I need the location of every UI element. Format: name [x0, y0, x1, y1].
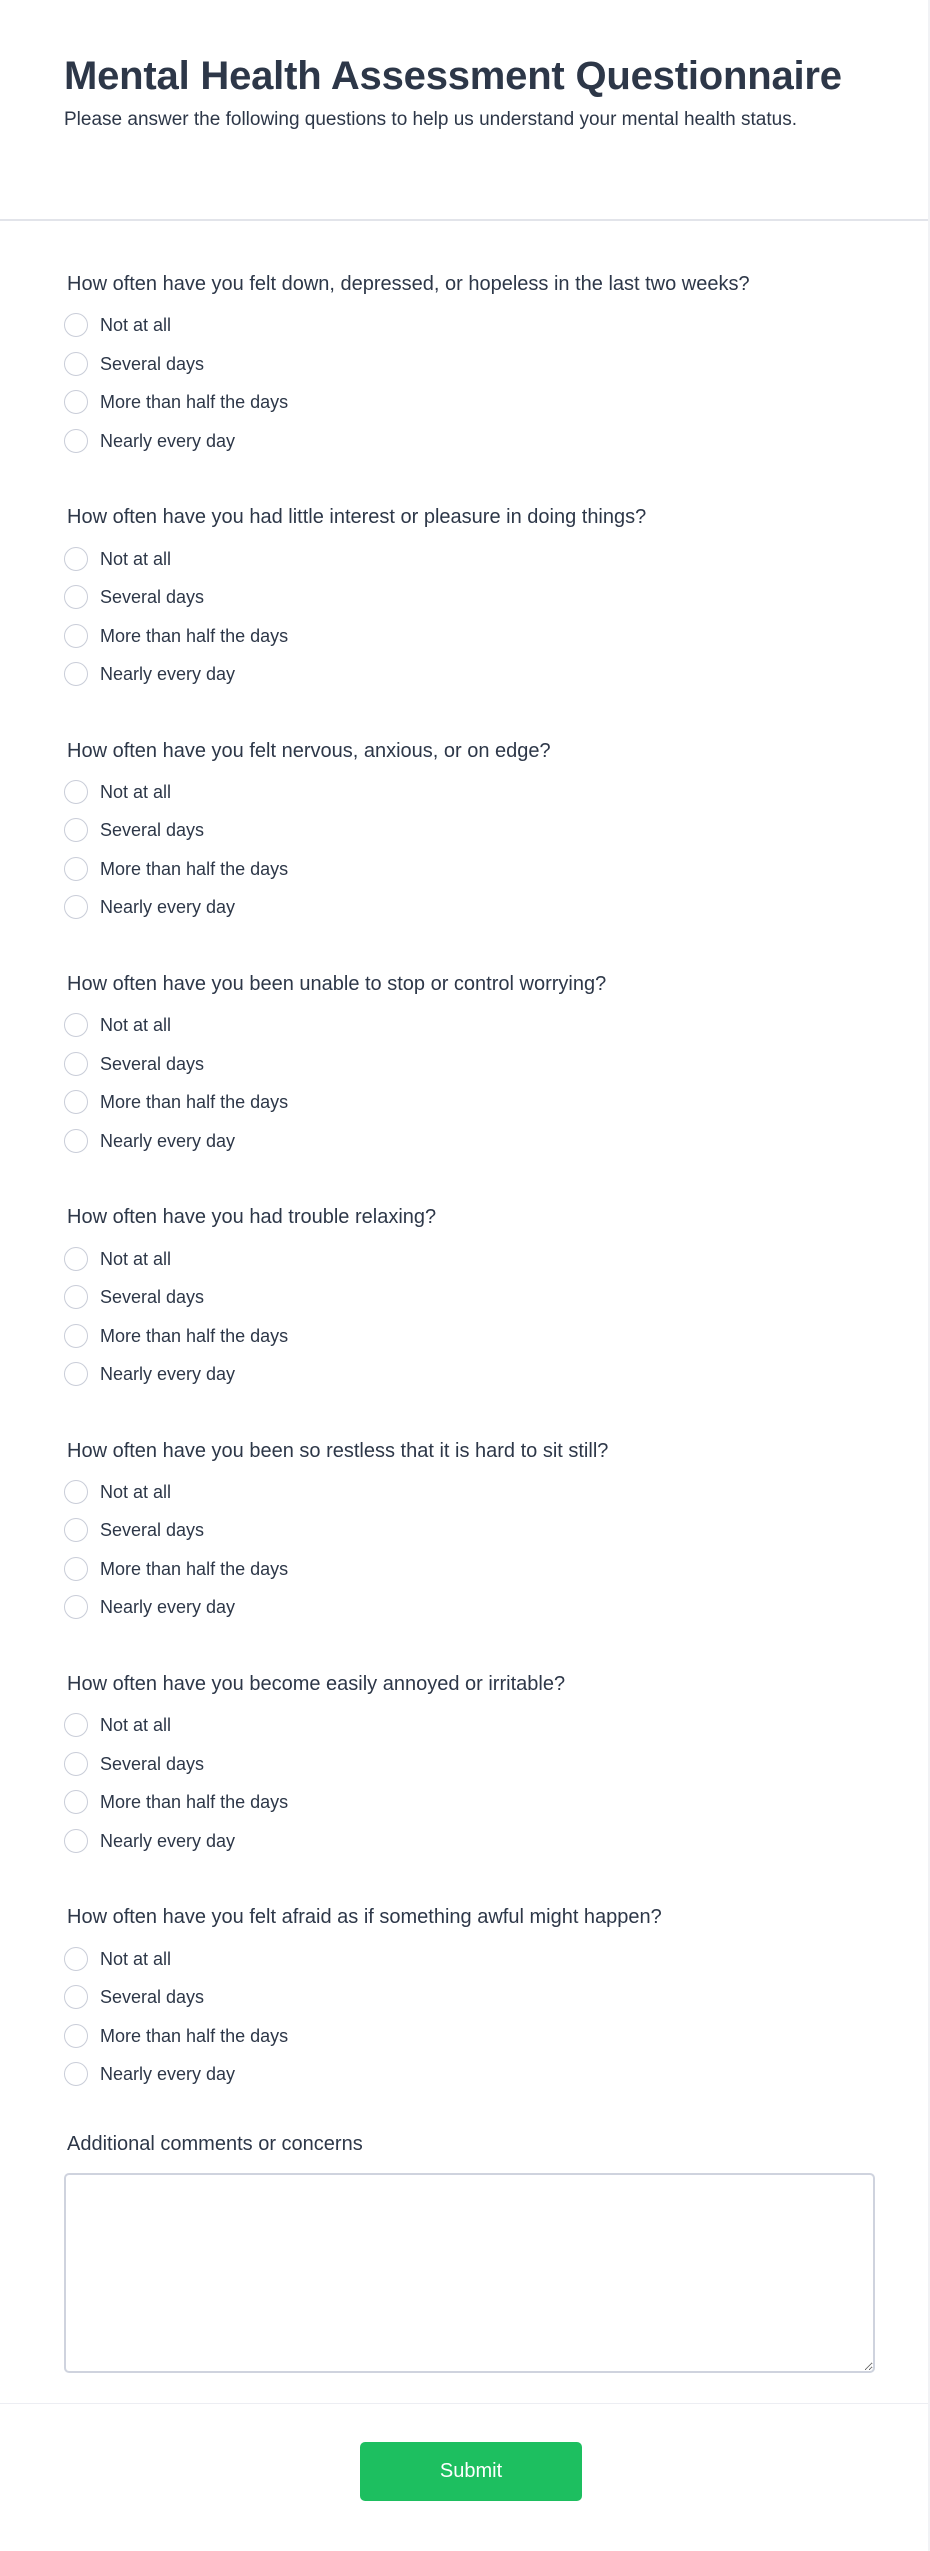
radio-option[interactable] [64, 1278, 884, 1317]
radio-circle-icon[interactable] [64, 1247, 88, 1271]
radio-option-label: Several days [100, 1287, 205, 1308]
radio-circle-icon[interactable] [64, 818, 88, 842]
radio-option[interactable] [64, 773, 884, 812]
radio-option-label: Not at all [100, 1248, 172, 1269]
radio-option-label: Not at all [100, 781, 172, 802]
question-block [64, 503, 884, 736]
radio-option[interactable] [64, 1355, 884, 1394]
radio-option-label: Several days [100, 1053, 205, 1074]
radio-circle-icon[interactable] [64, 2062, 88, 2086]
radio-option[interactable] [64, 2016, 884, 2055]
radio-option[interactable] [64, 1083, 884, 1122]
radio-circle-icon[interactable] [64, 1090, 88, 1114]
submit-button[interactable]: Submit [360, 2442, 582, 2501]
radio-circle-icon[interactable] [64, 313, 88, 337]
radio-option-label: More than half the days [100, 858, 289, 879]
comments-section [64, 2130, 884, 2373]
radio-circle-icon[interactable] [64, 1013, 88, 1037]
radio-option[interactable] [64, 539, 884, 578]
question-label: How often have you been unable to stop or control worrying? [67, 972, 607, 995]
radio-circle-icon[interactable] [64, 857, 88, 881]
question-label: How often have you become easily annoyed or irritable? [67, 1672, 566, 1695]
question-block [64, 1203, 884, 1436]
question-label: How often have you felt afraid as if something awful might happen? [67, 1906, 662, 1929]
radio-option[interactable] [64, 655, 884, 694]
radio-option[interactable] [64, 1939, 884, 1978]
radio-option[interactable] [64, 578, 884, 617]
radio-option-label: More than half the days [100, 2025, 289, 2046]
radio-option[interactable] [64, 1511, 884, 1550]
radio-option[interactable] [64, 616, 884, 655]
radio-circle-icon[interactable] [64, 895, 88, 919]
radio-circle-icon[interactable] [64, 1713, 88, 1737]
radio-circle-icon[interactable] [64, 1480, 88, 1504]
radio-option-label: Not at all [100, 1481, 172, 1502]
radio-option-label: Nearly every day [100, 430, 236, 451]
radio-option[interactable] [64, 345, 884, 384]
header-divider [0, 219, 928, 221]
radio-circle-icon[interactable] [64, 1595, 88, 1619]
radio-option[interactable] [64, 383, 884, 422]
radio-option-label: More than half the days [100, 1558, 289, 1579]
radio-option-label: Nearly every day [100, 1364, 236, 1385]
radio-option-label: Nearly every day [100, 1130, 236, 1151]
radio-circle-icon[interactable] [64, 662, 88, 686]
radio-option-label: Nearly every day [100, 1597, 236, 1618]
radio-circle-icon[interactable] [64, 585, 88, 609]
footer-divider [0, 2403, 928, 2404]
radio-option-label: More than half the days [100, 625, 289, 646]
radio-option[interactable] [64, 1044, 884, 1083]
comments-textarea[interactable] [64, 2173, 875, 2373]
radio-option[interactable] [64, 1821, 884, 1860]
radio-circle-icon[interactable] [64, 1518, 88, 1542]
question-label: How often have you had trouble relaxing? [67, 1206, 437, 1229]
radio-option[interactable] [64, 1239, 884, 1278]
radio-circle-icon[interactable] [64, 1129, 88, 1153]
radio-option-label: Not at all [100, 548, 172, 569]
radio-option[interactable] [64, 306, 884, 345]
radio-option-label: More than half the days [100, 392, 289, 413]
radio-option-label: Several days [100, 820, 205, 841]
radio-circle-icon[interactable] [64, 1985, 88, 2009]
radio-option-label: Not at all [100, 1015, 172, 1036]
radio-option[interactable] [64, 811, 884, 850]
radio-option-label: Nearly every day [100, 1830, 236, 1851]
radio-option-label: Not at all [100, 315, 172, 336]
question-block [64, 970, 884, 1203]
radio-circle-icon[interactable] [64, 1947, 88, 1971]
radio-option-label: Several days [100, 1520, 205, 1541]
radio-option-label: Nearly every day [100, 897, 236, 918]
radio-option[interactable] [64, 1706, 884, 1745]
question-block [64, 1437, 884, 1670]
radio-option[interactable] [64, 1783, 884, 1822]
radio-option[interactable] [64, 422, 884, 461]
question-label: How often have you felt nervous, anxious, or on edge? [67, 739, 551, 762]
radio-option-label: Several days [100, 587, 205, 608]
radio-circle-icon[interactable] [64, 390, 88, 414]
question-block [64, 737, 884, 970]
question-block [64, 270, 884, 503]
comments-label: Additional comments or concerns [67, 2132, 363, 2155]
radio-option[interactable] [64, 1316, 884, 1355]
question-block [64, 1670, 884, 1903]
radio-circle-icon[interactable] [64, 1052, 88, 1076]
question-block [64, 1903, 884, 2136]
radio-circle-icon[interactable] [64, 547, 88, 571]
radio-circle-icon[interactable] [64, 1752, 88, 1776]
page-title: Mental Health Assessment Questionnaire [64, 54, 842, 98]
radio-option-label: Not at all [100, 1948, 172, 1969]
radio-option[interactable] [64, 1473, 884, 1512]
question-label: How often have you had little interest or pleasure in doing things? [67, 506, 647, 529]
radio-circle-icon[interactable] [64, 1362, 88, 1386]
radio-option-label: More than half the days [100, 1792, 289, 1813]
radio-option-label: Several days [100, 1987, 205, 2008]
radio-option-label: Nearly every day [100, 2064, 236, 2085]
radio-option[interactable] [64, 1121, 884, 1160]
radio-option-label: Several days [100, 353, 205, 374]
radio-option[interactable] [64, 1588, 884, 1627]
radio-option[interactable] [64, 850, 884, 889]
radio-option[interactable] [64, 1744, 884, 1783]
radio-circle-icon[interactable] [64, 1790, 88, 1814]
radio-option-label: Several days [100, 1753, 205, 1774]
radio-option[interactable] [64, 1006, 884, 1045]
radio-circle-icon[interactable] [64, 1557, 88, 1581]
radio-circle-icon[interactable] [64, 429, 88, 453]
assessment-form [64, 270, 884, 2373]
radio-option-label: Not at all [100, 1715, 172, 1736]
radio-option[interactable] [64, 888, 884, 927]
radio-circle-icon[interactable] [64, 624, 88, 648]
question-list [64, 270, 884, 2137]
question-label: How often have you been so restless that it is hard to sit still? [67, 1439, 609, 1462]
page-subtitle: Please answer the following questions to help us understand your mental health status. [64, 109, 798, 130]
radio-circle-icon[interactable] [64, 1285, 88, 1309]
radio-option[interactable] [64, 1978, 884, 2017]
radio-option-label: Nearly every day [100, 664, 236, 685]
radio-circle-icon[interactable] [64, 352, 88, 376]
radio-circle-icon[interactable] [64, 780, 88, 804]
radio-option-label: More than half the days [100, 1092, 289, 1113]
radio-option[interactable] [64, 1550, 884, 1589]
radio-circle-icon[interactable] [64, 1324, 88, 1348]
radio-circle-icon[interactable] [64, 1829, 88, 1853]
radio-option-label: More than half the days [100, 1325, 289, 1346]
question-label: How often have you felt down, depressed, or hopeless in the last two weeks? [67, 273, 750, 295]
radio-option[interactable] [64, 2055, 884, 2094]
radio-circle-icon[interactable] [64, 2024, 88, 2048]
